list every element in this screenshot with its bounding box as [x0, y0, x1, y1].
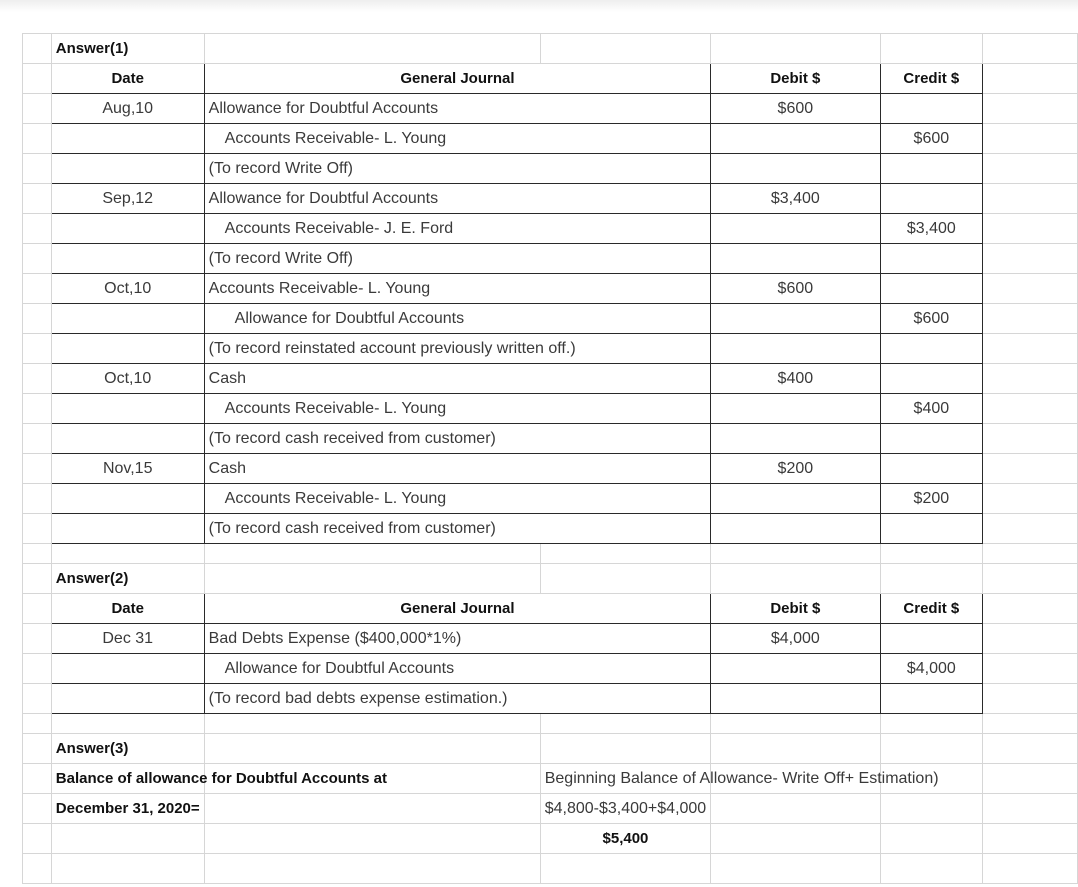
empty-cell[interactable] — [983, 654, 1078, 684]
empty-cell[interactable] — [23, 544, 52, 564]
formula-text: Beginning Balance of Allowance- Write Off+ Estimation) — [544, 770, 939, 787]
empty-cell[interactable] — [983, 394, 1078, 424]
credit-cell[interactable] — [880, 514, 983, 544]
journal-entry-cell[interactable]: Cash — [204, 364, 711, 394]
empty-cell[interactable] — [983, 514, 1078, 544]
grid-row — [23, 794, 1078, 824]
empty-cell[interactable] — [983, 564, 1078, 594]
section-title[interactable]: Answer(1) — [51, 34, 204, 64]
date-cell[interactable] — [51, 124, 204, 154]
empty-cell[interactable] — [983, 184, 1078, 214]
empty-cell[interactable] — [540, 714, 710, 734]
empty-cell[interactable] — [204, 714, 540, 734]
debit-cell[interactable]: $3,400 — [711, 184, 880, 214]
journal-entry-cell[interactable]: Accounts Receivable- L. Young — [204, 484, 711, 514]
empty-cell[interactable] — [23, 244, 52, 274]
empty-cell[interactable] — [983, 734, 1078, 764]
empty-cell[interactable] — [540, 34, 710, 64]
journal-entry-cell[interactable]: Bad Debts Expense ($400,000*1%) — [204, 624, 711, 654]
empty-cell[interactable] — [23, 624, 52, 654]
debit-cell[interactable] — [711, 214, 880, 244]
empty-cell[interactable] — [983, 154, 1078, 184]
empty-cell[interactable] — [880, 544, 983, 564]
empty-cell[interactable] — [983, 334, 1078, 364]
empty-cell[interactable] — [204, 854, 540, 884]
grid-row — [23, 34, 1078, 64]
result-cell[interactable]: $5,400 — [540, 824, 710, 854]
empty-cell[interactable] — [23, 684, 52, 714]
grid-row — [23, 734, 1078, 764]
journal-row — [23, 684, 1078, 714]
empty-cell[interactable] — [23, 94, 52, 124]
journal-row — [23, 94, 1078, 124]
credit-cell[interactable] — [880, 274, 983, 304]
empty-cell[interactable] — [23, 424, 52, 454]
journal-row — [23, 424, 1078, 454]
journal-row — [23, 624, 1078, 654]
empty-cell[interactable] — [711, 854, 880, 884]
journal-row — [23, 274, 1078, 304]
calculation-cell[interactable]: $4,800-$3,400+$4,000 — [540, 794, 710, 824]
credit-cell[interactable] — [880, 684, 983, 714]
empty-cell[interactable] — [983, 364, 1078, 394]
journal-entry-cell[interactable]: (To record reinstated account previously written off.) — [204, 334, 711, 364]
empty-cell[interactable] — [23, 594, 52, 624]
empty-cell[interactable] — [880, 734, 983, 764]
date-cell[interactable] — [51, 514, 204, 544]
credit-cell[interactable]: $600 — [880, 304, 983, 334]
date-cell[interactable]: Aug,10 — [51, 94, 204, 124]
empty-cell[interactable] — [711, 794, 880, 824]
empty-cell[interactable] — [51, 824, 204, 854]
header-debit[interactable]: Debit $ — [711, 594, 880, 624]
empty-cell[interactable] — [204, 794, 540, 824]
debit-cell[interactable] — [711, 154, 880, 184]
empty-cell[interactable] — [983, 824, 1078, 854]
empty-cell[interactable] — [204, 544, 540, 564]
empty-cell[interactable] — [880, 854, 983, 884]
header-general-journal[interactable]: General Journal — [204, 64, 711, 94]
date-cell[interactable] — [51, 334, 204, 364]
journal-entry-cell[interactable]: (To record bad debts expense estimation.) — [204, 684, 711, 714]
date-cell[interactable]: Oct,10 — [51, 274, 204, 304]
empty-cell[interactable] — [23, 154, 52, 184]
journal-entry-cell[interactable]: Accounts Receivable- L. Young — [204, 124, 711, 154]
date-cell[interactable]: Dec 31 — [51, 624, 204, 654]
journal-row — [23, 244, 1078, 274]
empty-cell[interactable] — [23, 824, 52, 854]
empty-cell[interactable] — [23, 124, 52, 154]
credit-cell[interactable]: $400 — [880, 394, 983, 424]
empty-cell[interactable] — [23, 454, 52, 484]
credit-cell[interactable] — [880, 454, 983, 484]
balance-label-line1[interactable] — [51, 764, 387, 794]
journal-entry-cell[interactable]: Allowance for Doubtful Accounts — [204, 304, 711, 334]
header-date[interactable]: Date — [51, 64, 204, 94]
empty-cell[interactable] — [51, 714, 204, 734]
debit-cell[interactable] — [711, 124, 880, 154]
empty-cell[interactable] — [983, 94, 1078, 124]
empty-cell[interactable] — [711, 544, 880, 564]
date-cell[interactable] — [51, 684, 204, 714]
empty-cell[interactable] — [880, 824, 983, 854]
empty-cell[interactable] — [983, 424, 1078, 454]
grid-row — [23, 64, 1078, 94]
journal-entry-cell[interactable]: (To record cash received from customer) — [204, 424, 711, 454]
empty-cell[interactable] — [983, 684, 1078, 714]
date-cell[interactable] — [51, 654, 204, 684]
empty-cell[interactable] — [23, 184, 52, 214]
empty-cell[interactable] — [711, 564, 880, 594]
grid-row — [23, 544, 1078, 564]
journal-row — [23, 654, 1078, 684]
journal-entry-cell[interactable]: Accounts Receivable- L. Young — [204, 274, 711, 304]
debit-cell[interactable]: $200 — [711, 454, 880, 484]
empty-cell[interactable] — [880, 564, 983, 594]
empty-cell[interactable] — [51, 544, 204, 564]
date-cell[interactable]: Nov,15 — [51, 454, 204, 484]
empty-cell[interactable] — [23, 484, 52, 514]
grid-row — [23, 714, 1078, 734]
journal-row — [23, 394, 1078, 424]
empty-cell[interactable] — [983, 304, 1078, 334]
credit-cell[interactable] — [880, 334, 983, 364]
empty-cell[interactable] — [983, 214, 1078, 244]
formula-cell[interactable] — [540, 764, 939, 794]
empty-cell[interactable] — [204, 824, 540, 854]
empty-cell[interactable] — [711, 34, 880, 64]
date-cell[interactable]: Oct,10 — [51, 364, 204, 394]
credit-cell[interactable] — [880, 364, 983, 394]
grid-row — [23, 764, 1078, 794]
empty-cell[interactable] — [23, 764, 52, 794]
journal-row — [23, 304, 1078, 334]
empty-cell[interactable] — [983, 34, 1078, 64]
empty-cell[interactable] — [23, 304, 52, 334]
empty-cell[interactable] — [983, 764, 1078, 794]
empty-cell[interactable] — [983, 454, 1078, 484]
empty-cell[interactable] — [23, 394, 52, 424]
journal-entry-cell[interactable]: (To record Write Off) — [204, 244, 711, 274]
journal-row — [23, 454, 1078, 484]
debit-cell[interactable]: $600 — [711, 274, 880, 304]
journal-row — [23, 154, 1078, 184]
empty-cell[interactable] — [983, 624, 1078, 654]
journal-row — [23, 184, 1078, 214]
debit-cell[interactable] — [711, 394, 880, 424]
journal-entry-cell[interactable]: Allowance for Doubtful Accounts — [204, 184, 711, 214]
grid-row — [23, 854, 1078, 884]
empty-cell[interactable] — [23, 274, 52, 304]
empty-cell[interactable] — [983, 794, 1078, 824]
journal-entry-cell[interactable]: (To record cash received from customer) — [204, 514, 711, 544]
header-general-journal[interactable]: General Journal — [204, 594, 711, 624]
credit-cell[interactable] — [880, 184, 983, 214]
debit-cell[interactable] — [711, 484, 880, 514]
date-cell[interactable] — [51, 244, 204, 274]
date-cell[interactable] — [51, 424, 204, 454]
grid-row — [23, 564, 1078, 594]
journal-row — [23, 124, 1078, 154]
empty-cell[interactable] — [983, 274, 1078, 304]
empty-cell[interactable] — [23, 734, 52, 764]
empty-cell[interactable] — [23, 714, 52, 734]
empty-cell[interactable] — [23, 514, 52, 544]
header-credit[interactable]: Credit $ — [880, 64, 983, 94]
empty-cell[interactable] — [983, 714, 1078, 734]
empty-cell[interactable] — [23, 64, 52, 94]
section-title[interactable]: Answer(3) — [51, 734, 204, 764]
journal-entry-cell[interactable]: Cash — [204, 454, 711, 484]
journal-entry-cell[interactable]: Allowance for Doubtful Accounts — [204, 654, 711, 684]
empty-cell[interactable] — [983, 594, 1078, 624]
empty-cell[interactable] — [204, 34, 540, 64]
debit-cell[interactable]: $600 — [711, 94, 880, 124]
spreadsheet-grid — [22, 33, 1078, 884]
empty-cell[interactable] — [880, 34, 983, 64]
debit-cell[interactable]: $4,000 — [711, 624, 880, 654]
date-cell[interactable] — [51, 304, 204, 334]
date-cell[interactable] — [51, 154, 204, 184]
date-cell[interactable] — [51, 214, 204, 244]
grid-row — [23, 594, 1078, 624]
empty-cell[interactable] — [983, 64, 1078, 94]
debit-cell[interactable] — [711, 654, 880, 684]
empty-cell[interactable] — [23, 334, 52, 364]
empty-cell[interactable] — [983, 544, 1078, 564]
empty-cell[interactable] — [540, 544, 710, 564]
journal-row — [23, 484, 1078, 514]
empty-cell[interactable] — [23, 564, 52, 594]
credit-cell[interactable] — [880, 94, 983, 124]
debit-cell[interactable] — [711, 244, 880, 274]
date-cell[interactable] — [51, 484, 204, 514]
empty-cell[interactable] — [23, 34, 52, 64]
empty-cell[interactable] — [983, 124, 1078, 154]
credit-cell[interactable]: $600 — [880, 124, 983, 154]
journal-entry-cell[interactable]: Accounts Receivable- J. E. Ford — [204, 214, 711, 244]
debit-cell[interactable]: $400 — [711, 364, 880, 394]
credit-cell[interactable] — [880, 244, 983, 274]
journal-row — [23, 364, 1078, 394]
empty-cell[interactable] — [23, 854, 52, 884]
empty-cell[interactable] — [23, 794, 52, 824]
empty-cell[interactable] — [711, 734, 880, 764]
debit-cell[interactable] — [711, 684, 880, 714]
date-cell[interactable] — [51, 394, 204, 424]
top-shadow — [0, 0, 1078, 12]
debit-cell[interactable] — [711, 334, 880, 364]
balance-label-line2[interactable]: December 31, 2020= — [51, 794, 204, 824]
empty-cell[interactable] — [23, 214, 52, 244]
journal-row — [23, 514, 1078, 544]
empty-cell[interactable] — [540, 854, 710, 884]
empty-cell[interactable] — [983, 244, 1078, 274]
header-credit[interactable]: Credit $ — [880, 594, 983, 624]
credit-cell[interactable]: $200 — [880, 484, 983, 514]
empty-cell[interactable] — [880, 714, 983, 734]
section-title[interactable]: Answer(2) — [51, 564, 204, 594]
journal-row — [23, 214, 1078, 244]
journal-entry-cell[interactable]: (To record Write Off) — [204, 154, 711, 184]
journal-entry-cell[interactable]: Allowance for Doubtful Accounts — [204, 94, 711, 124]
header-debit[interactable]: Debit $ — [711, 64, 880, 94]
credit-cell[interactable]: $3,400 — [880, 214, 983, 244]
empty-cell[interactable] — [711, 824, 880, 854]
debit-cell[interactable] — [711, 424, 880, 454]
empty-cell[interactable] — [711, 714, 880, 734]
date-cell[interactable]: Sep,12 — [51, 184, 204, 214]
credit-cell[interactable] — [880, 624, 983, 654]
debit-cell[interactable] — [711, 514, 880, 544]
header-date[interactable]: Date — [51, 594, 204, 624]
empty-cell[interactable] — [23, 364, 52, 394]
journal-row — [23, 334, 1078, 364]
empty-cell[interactable] — [983, 854, 1078, 884]
empty-cell[interactable] — [204, 564, 540, 594]
empty-cell[interactable] — [204, 734, 540, 764]
credit-cell[interactable]: $4,000 — [880, 654, 983, 684]
empty-cell[interactable] — [983, 484, 1078, 514]
credit-cell[interactable] — [880, 154, 983, 184]
debit-cell[interactable] — [711, 304, 880, 334]
balance-label-text: Balance of allowance for Doubtful Accounts at — [55, 770, 387, 787]
empty-cell[interactable] — [540, 734, 710, 764]
grid-row — [23, 824, 1078, 854]
empty-cell[interactable] — [540, 564, 710, 594]
journal-entry-cell[interactable]: Accounts Receivable- L. Young — [204, 394, 711, 424]
empty-cell[interactable] — [51, 854, 204, 884]
empty-cell[interactable] — [880, 794, 983, 824]
empty-cell[interactable] — [23, 654, 52, 684]
credit-cell[interactable] — [880, 424, 983, 454]
